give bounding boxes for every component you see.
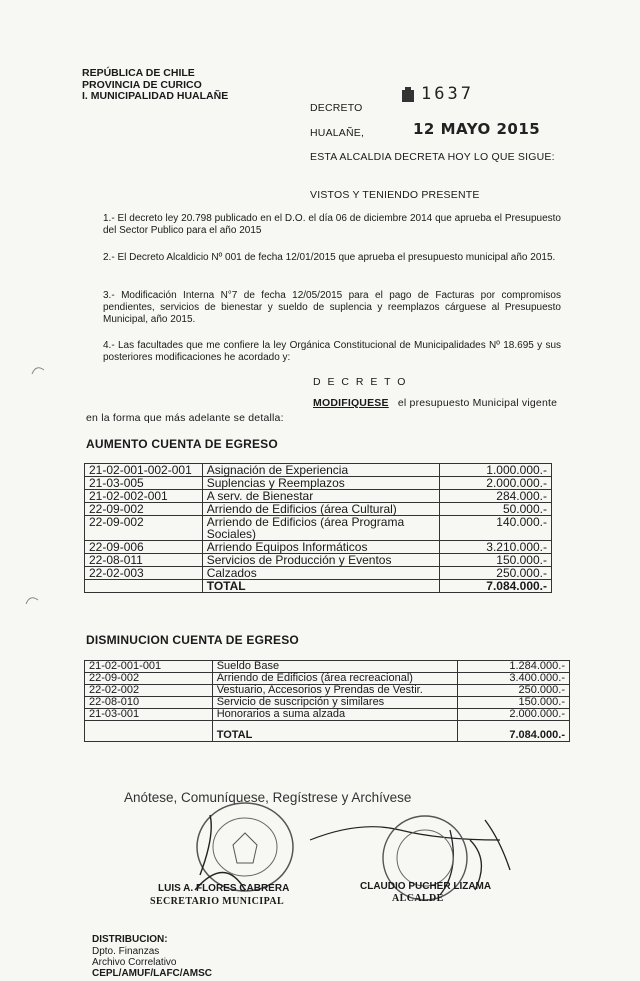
table-row <box>85 661 570 673</box>
table-row <box>85 554 552 567</box>
cell-code: 21-03-005 <box>85 477 203 490</box>
cell-code: 22-09-002 <box>85 673 213 685</box>
cell-code: 22-09-006 <box>85 541 203 554</box>
consideration-4: 4.- Las facultades que me confiere la ley Orgánica Constitucional de Municipalidades Nº 18.695 y sus posteriores modificaciones he acordado y: <box>103 340 561 363</box>
table-row <box>85 477 552 490</box>
decreto-heading: D E C R E T O <box>313 376 408 388</box>
cell-amount: 250.000.- <box>440 567 552 580</box>
table-row <box>85 697 570 709</box>
table-row <box>85 541 552 554</box>
aumento-total-label: TOTAL <box>202 580 439 593</box>
header-republic: REPÚBLICA DE CHILE <box>82 67 195 79</box>
aumento-table <box>84 463 552 593</box>
cell-amount: 1.000.000.- <box>440 464 552 477</box>
stamp-mark-icon <box>400 86 416 104</box>
consideration-3: 3.- Modificación Interna N°7 de fecha 12/05/2015 para el pago de Facturas por compromisos pendientes, servicios de bienestar y sueldo de suplencia y reemplazos cárguese al Presupuesto Municipal, año 2015. <box>103 290 561 325</box>
decree-date: 12 MAYO 2015 <box>413 120 541 138</box>
consideration-2: 2.- El Decreto Alcaldicio Nº 001 de fecha 12/01/2015 que aprueba el presupuesto municipal año 2015. <box>103 252 556 263</box>
cell-amount: 50.000.- <box>440 503 552 516</box>
table-row <box>85 503 552 516</box>
distribution-item: Dpto. Finanzas <box>92 946 160 957</box>
decree-intro: ESTA ALCALDIA DECRETA HOY LO QUE SIGUE: <box>310 151 555 163</box>
cell-description: Arriendo Equipos Informáticos <box>202 541 439 554</box>
cell-description: A serv. de Bienestar <box>202 490 439 503</box>
cell-amount: 140.000.- <box>440 516 552 541</box>
cell-description: Servicios de Producción y Eventos <box>202 554 439 567</box>
distribution-title: DISTRIBUCION: <box>92 934 168 945</box>
aumento-total-amount: 7.084.000.- <box>440 580 552 593</box>
cell-description: Arriendo de Edificios (área Programa Sociales) <box>202 516 439 541</box>
cell-description: Asignación de Experiencia <box>202 464 439 477</box>
cell-code: 22-09-002 <box>85 503 203 516</box>
decree-place: HUALAÑE, <box>310 127 365 139</box>
signer-right-name: CLAUDIO PUCHER LIZAMA <box>360 881 492 892</box>
cell-description: Sueldo Base <box>212 661 457 673</box>
punch-mark <box>28 360 48 380</box>
distribution-item: Archivo Correlativo <box>92 957 177 968</box>
cell-description: Arriendo de Edificios (área recreacional) <box>212 673 457 685</box>
signer-left-name: LUIS A. FLORES CABRERA <box>158 883 290 894</box>
cell-code: 22-09-002 <box>85 516 203 541</box>
cell-amount: 250.000.- <box>458 685 570 697</box>
vistos-heading: VISTOS Y TENIENDO PRESENTE <box>310 189 480 201</box>
decree-label: DECRETO <box>310 102 363 114</box>
signer-right-title: ALCALDE <box>392 893 444 904</box>
disminucion-total-label: TOTAL <box>212 721 457 742</box>
modify-text: el presupuesto Municipal vigente <box>397 397 558 409</box>
consideration-1: 1.- El decreto ley 20.798 publicado en el D.O. el día 06 de diciembre 2014 que aprueba el Presupuesto del Sector Publico para el año 2015 <box>103 213 561 236</box>
aumento-total-row <box>85 580 552 593</box>
cell-amount: 3.400.000.- <box>458 673 570 685</box>
distribution-item: CEPL/AMUF/LAFC/AMSC <box>92 968 212 979</box>
municipal-seal-left-icon <box>185 795 305 895</box>
aumento-title: AUMENTO CUENTA DE EGRESO <box>86 437 278 451</box>
disminucion-title: DISMINUCION CUENTA DE EGRESO <box>86 633 299 647</box>
table-row <box>85 709 570 721</box>
table-cell <box>85 580 203 593</box>
cell-description: Servicio de suscripción y similares <box>212 697 457 709</box>
cell-code: 22-08-011 <box>85 554 203 567</box>
cell-description: Calzados <box>202 567 439 580</box>
table-row <box>85 490 552 503</box>
cell-code: 22-02-003 <box>85 567 203 580</box>
table-row <box>85 516 552 541</box>
disminucion-table <box>84 660 570 742</box>
cell-code: 22-08-010 <box>85 697 213 709</box>
table-row <box>85 567 552 580</box>
closing-line: Anótese, Comuníquese, Regístrese y Archívese <box>124 790 412 805</box>
cell-code: 21-02-001-002-001 <box>85 464 203 477</box>
cell-amount: 2.000.000.- <box>440 477 552 490</box>
cell-amount: 3.210.000.- <box>440 541 552 554</box>
cell-amount: 1.284.000.- <box>458 661 570 673</box>
cell-code: 21-02-002-001 <box>85 490 203 503</box>
table-row <box>85 685 570 697</box>
cell-description: Arriendo de Edificios (área Cultural) <box>202 503 439 516</box>
cell-amount: 2.000.000.- <box>458 709 570 721</box>
cell-amount: 284.000.- <box>440 490 552 503</box>
cell-amount: 150.000.- <box>458 697 570 709</box>
punch-mark <box>22 590 42 610</box>
cell-code: 21-02-001-001 <box>85 661 213 673</box>
table-cell <box>85 721 213 742</box>
cell-code: 22-02-002 <box>85 685 213 697</box>
header-province: PROVINCIA DE CURICO <box>82 79 202 91</box>
modify-keyword: MODIFIQUESE <box>313 397 389 409</box>
table-row <box>85 673 570 685</box>
cell-code: 21-03-001 <box>85 709 213 721</box>
modify-line-2: en la forma que más adelante se detalla: <box>86 412 284 424</box>
cell-description: Suplencias y Reemplazos <box>202 477 439 490</box>
disminucion-total-row <box>85 721 570 742</box>
signer-left-title: SECRETARIO MUNICIPAL <box>150 896 285 907</box>
cell-description: Vestuario, Accesorios y Prendas de Vestir. <box>212 685 457 697</box>
cell-amount: 150.000.- <box>440 554 552 567</box>
header-municipality: I. MUNICIPALIDAD HUALAÑE <box>82 90 229 102</box>
decree-number: 1637 <box>421 84 474 104</box>
disminucion-total-amount: 7.084.000.- <box>458 721 570 742</box>
cell-description: Honorarios a suma alzada <box>212 709 457 721</box>
table-row <box>85 464 552 477</box>
